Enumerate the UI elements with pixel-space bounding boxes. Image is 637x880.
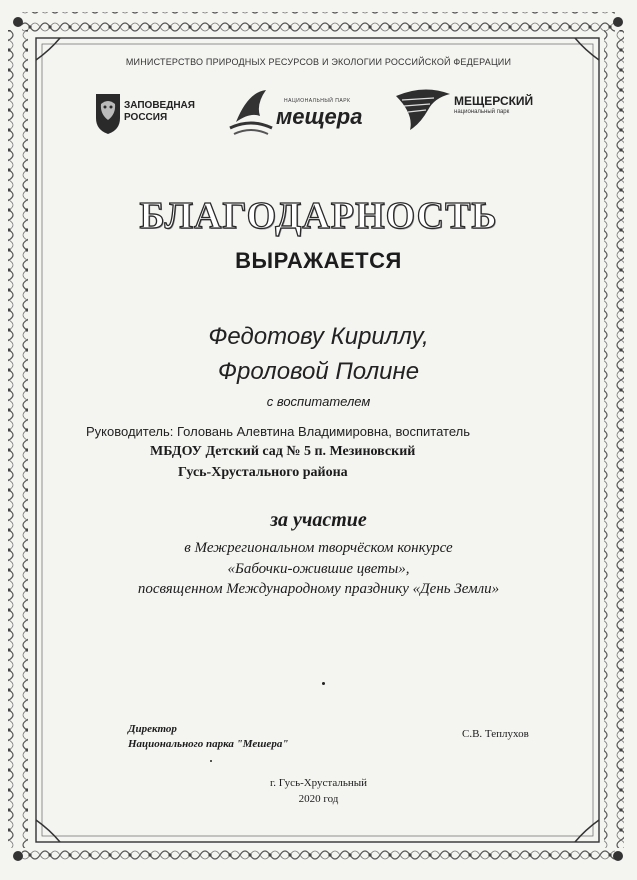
organization-line-1: МБДОУ Детский сад № 5 п. Мезиновский bbox=[150, 444, 416, 459]
scan-speck bbox=[322, 682, 325, 685]
year-text: 2020 год bbox=[298, 793, 339, 805]
participation-heading: за участие bbox=[270, 509, 367, 531]
director-title: Директор bbox=[128, 723, 177, 735]
meshera-small-text: НАЦИОНАЛЬНЫЙ ПАРК bbox=[284, 98, 351, 104]
bird-wing-icon bbox=[394, 84, 452, 134]
scan-speck bbox=[210, 760, 212, 762]
meshera-logo bbox=[226, 82, 386, 142]
contest-line-1: в Межрегиональном творчёском конкурсе bbox=[184, 540, 453, 556]
director-block bbox=[128, 722, 288, 752]
recipient-name-2: Фроловой Полине bbox=[217, 358, 420, 385]
logos-row bbox=[94, 82, 564, 142]
heron-emblem-icon bbox=[226, 82, 276, 138]
director-organization: Национального парка "Мешера" bbox=[128, 738, 289, 750]
zapovednaya-line2: РОССИЯ bbox=[124, 112, 168, 123]
ministry-header: МИНИСТЕРСТВО ПРИРОДНЫХ РЕСУРСОВ И ЭКОЛОГИИ РОССИЙСКОЙ ФЕДЕРАЦИИ bbox=[125, 57, 512, 67]
zapovednaya-line1: ЗАПОВЕДНАЯ bbox=[124, 100, 195, 111]
mesherskiy-logo bbox=[394, 84, 564, 142]
signature-name: С.В. Теплухов bbox=[462, 728, 529, 740]
city-year-block bbox=[0, 775, 637, 807]
recipient-name-1: Федотову Кириллу, bbox=[208, 323, 429, 350]
certificate-subtitle: ВЫРАЖАЕТСЯ bbox=[235, 248, 402, 273]
meshera-big-text: мещера bbox=[276, 104, 363, 129]
city-text: г. Гусь-Хрустальный bbox=[269, 777, 368, 789]
contest-line-2: «Бабочки-ожившие цветы», bbox=[227, 561, 410, 577]
zapovednaya-rossiya-logo bbox=[94, 90, 214, 140]
mesherskiy-small-text: национальный парк bbox=[454, 109, 510, 115]
bear-shield-icon bbox=[94, 90, 122, 134]
organization-line-2: Гусь-Хрустального района bbox=[178, 465, 348, 480]
leader-text: Руководитель: Головань Алевтина Владимировна, воспитатель bbox=[86, 424, 470, 439]
mesherskiy-big-text: МЕЩЕРСКИЙ bbox=[454, 94, 534, 108]
certificate-title: БЛАГОДАРНОСТЬ bbox=[139, 195, 498, 237]
contest-line-3: посвященном Международному празднику «День Земли» bbox=[137, 581, 500, 597]
with-teacher-text: с воспитателем bbox=[266, 394, 371, 409]
